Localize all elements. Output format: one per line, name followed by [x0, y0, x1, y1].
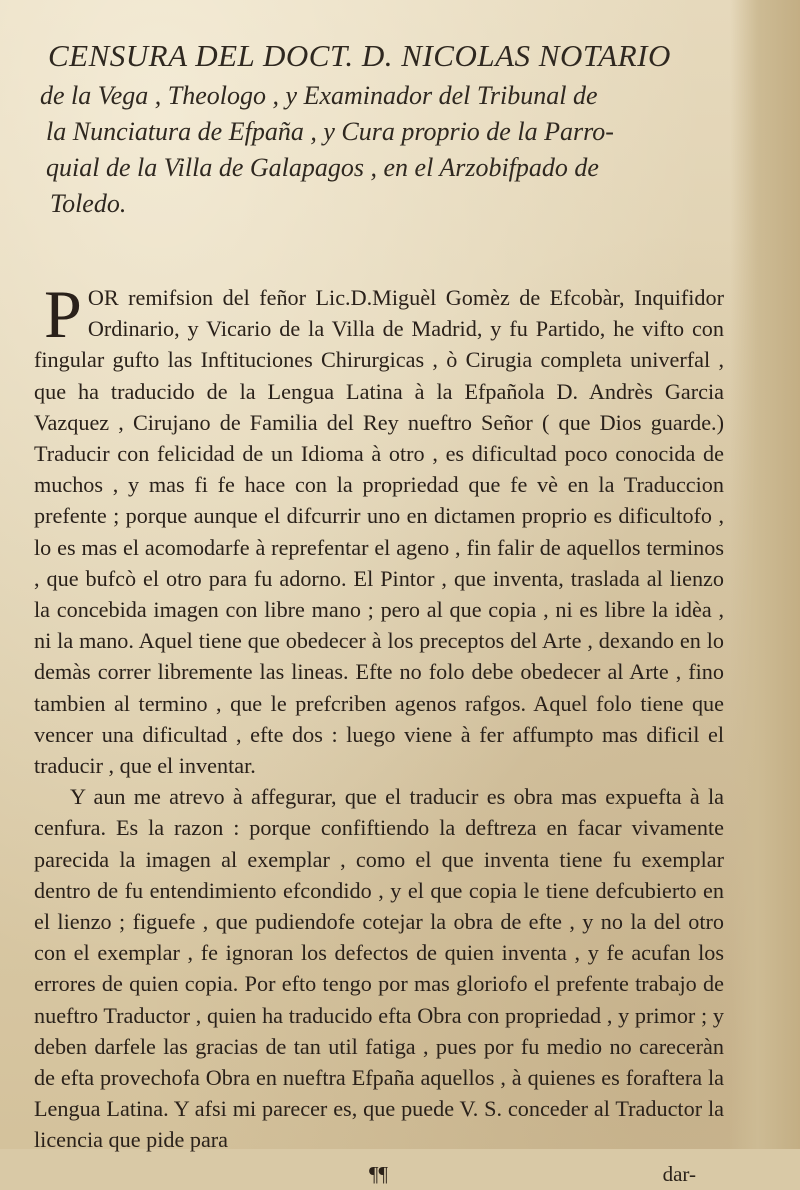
heading-line-4: Toledo. — [50, 189, 127, 218]
page-edge-shadow — [730, 0, 800, 1149]
censura-heading — [34, 38, 724, 222]
drop-cap: P — [44, 276, 82, 352]
heading-line-3: quial de la Villa de Galapagos , en el Arzobifpado de — [46, 153, 599, 182]
paragraph-1-text: OR remifsion del feñor Lic.D.Miguèl Gomèz de Efcobàr, Inquifidor Ordinario, y Vicario de la Villa de Madrid, y fu Partido, he vifto con fingular gufto las Inftituciones Chirurgicas , ò Cirugia completa univerfal , que ha traducido de la Lengua Latina à la Efpañola D. Andrès Garcia Vazquez , Cirujano de Familia del Rey nueftro Señor ( que Dios guarde.) Traducir con felicidad de un Idioma à otro , es dificultad poco conocida de muchos , y mas fi fe hace con la propriedad que fe vè en la Traduccion prefente ; porque aunque el difcurrir uno en dictamen proprio es dificultofo , lo es mas el acomodarfe à reprefentar el ageno , fin falir de aquellos terminos , que bufcò el otro para fu adorno. El Pintor , que inventa, traslada al lienzo la concebida imagen con libre mano ; pero al que copia , ni es libre la idèa , ni la mano. Aquel tiene que obedecer à los preceptos del Arte , dexando en lo demàs correr libremente las lineas. Efte no folo debe obedecer al Arte , fino tambien al termino , que le prefcriben agenos rafgos. Aquel folo tiene que vencer una dificultad , efte dos : luego viene à fer affumpto mas dificil el traducir , que el inventar. — [34, 285, 724, 779]
body-text — [34, 276, 724, 1156]
heading-line-2: la Nunciatura de Efpaña , y Cura proprio de la Parro- — [46, 117, 614, 146]
signature-mark: ¶¶ — [369, 1161, 389, 1186]
paragraph-1 — [34, 276, 724, 781]
catchword: dar- — [662, 1161, 696, 1186]
page-footer — [34, 1162, 724, 1190]
heading-line-1: de la Vega , Theologo , y Examinador del Tribunal de — [40, 81, 598, 110]
heading-main-line: CENSURA DEL DOCT. D. NICOLAS NOTARIO — [48, 38, 671, 73]
page-content — [34, 38, 724, 1190]
paragraph-2: Y aun me atrevo à affegurar, que el traducir es obra mas expuefta à la cenfura. Es la razon : porque confiftiendo la deftreza en facar vivamente parecida la imagen al exemplar , como el que inventa tiene fu exemplar dentro de fu entendimiento efcondido , y el que copia le tiene defcubierto en el lienzo ; figuefe , que pudiendofe cotejar la obra de efte , y no la del otro con el exemplar , fe ignoran los defectos de quien inventa , y fe acufan los errores de quien copia. Por efto tengo por mas gloriofo el prefente trabajo de nueftro Traductor , quien ha traducido efta Obra con propriedad , y primor ; y deben darfele las gracias de tan util fatiga , pues por fu medio no careceràn de efta provechofa Obra en nueftra Efpaña aquellos , à quienes es foraftera la Lengua Latina. Y afsi mi parecer es, que puede V. S. conceder al Traductor la licencia que pide para — [34, 784, 724, 1153]
